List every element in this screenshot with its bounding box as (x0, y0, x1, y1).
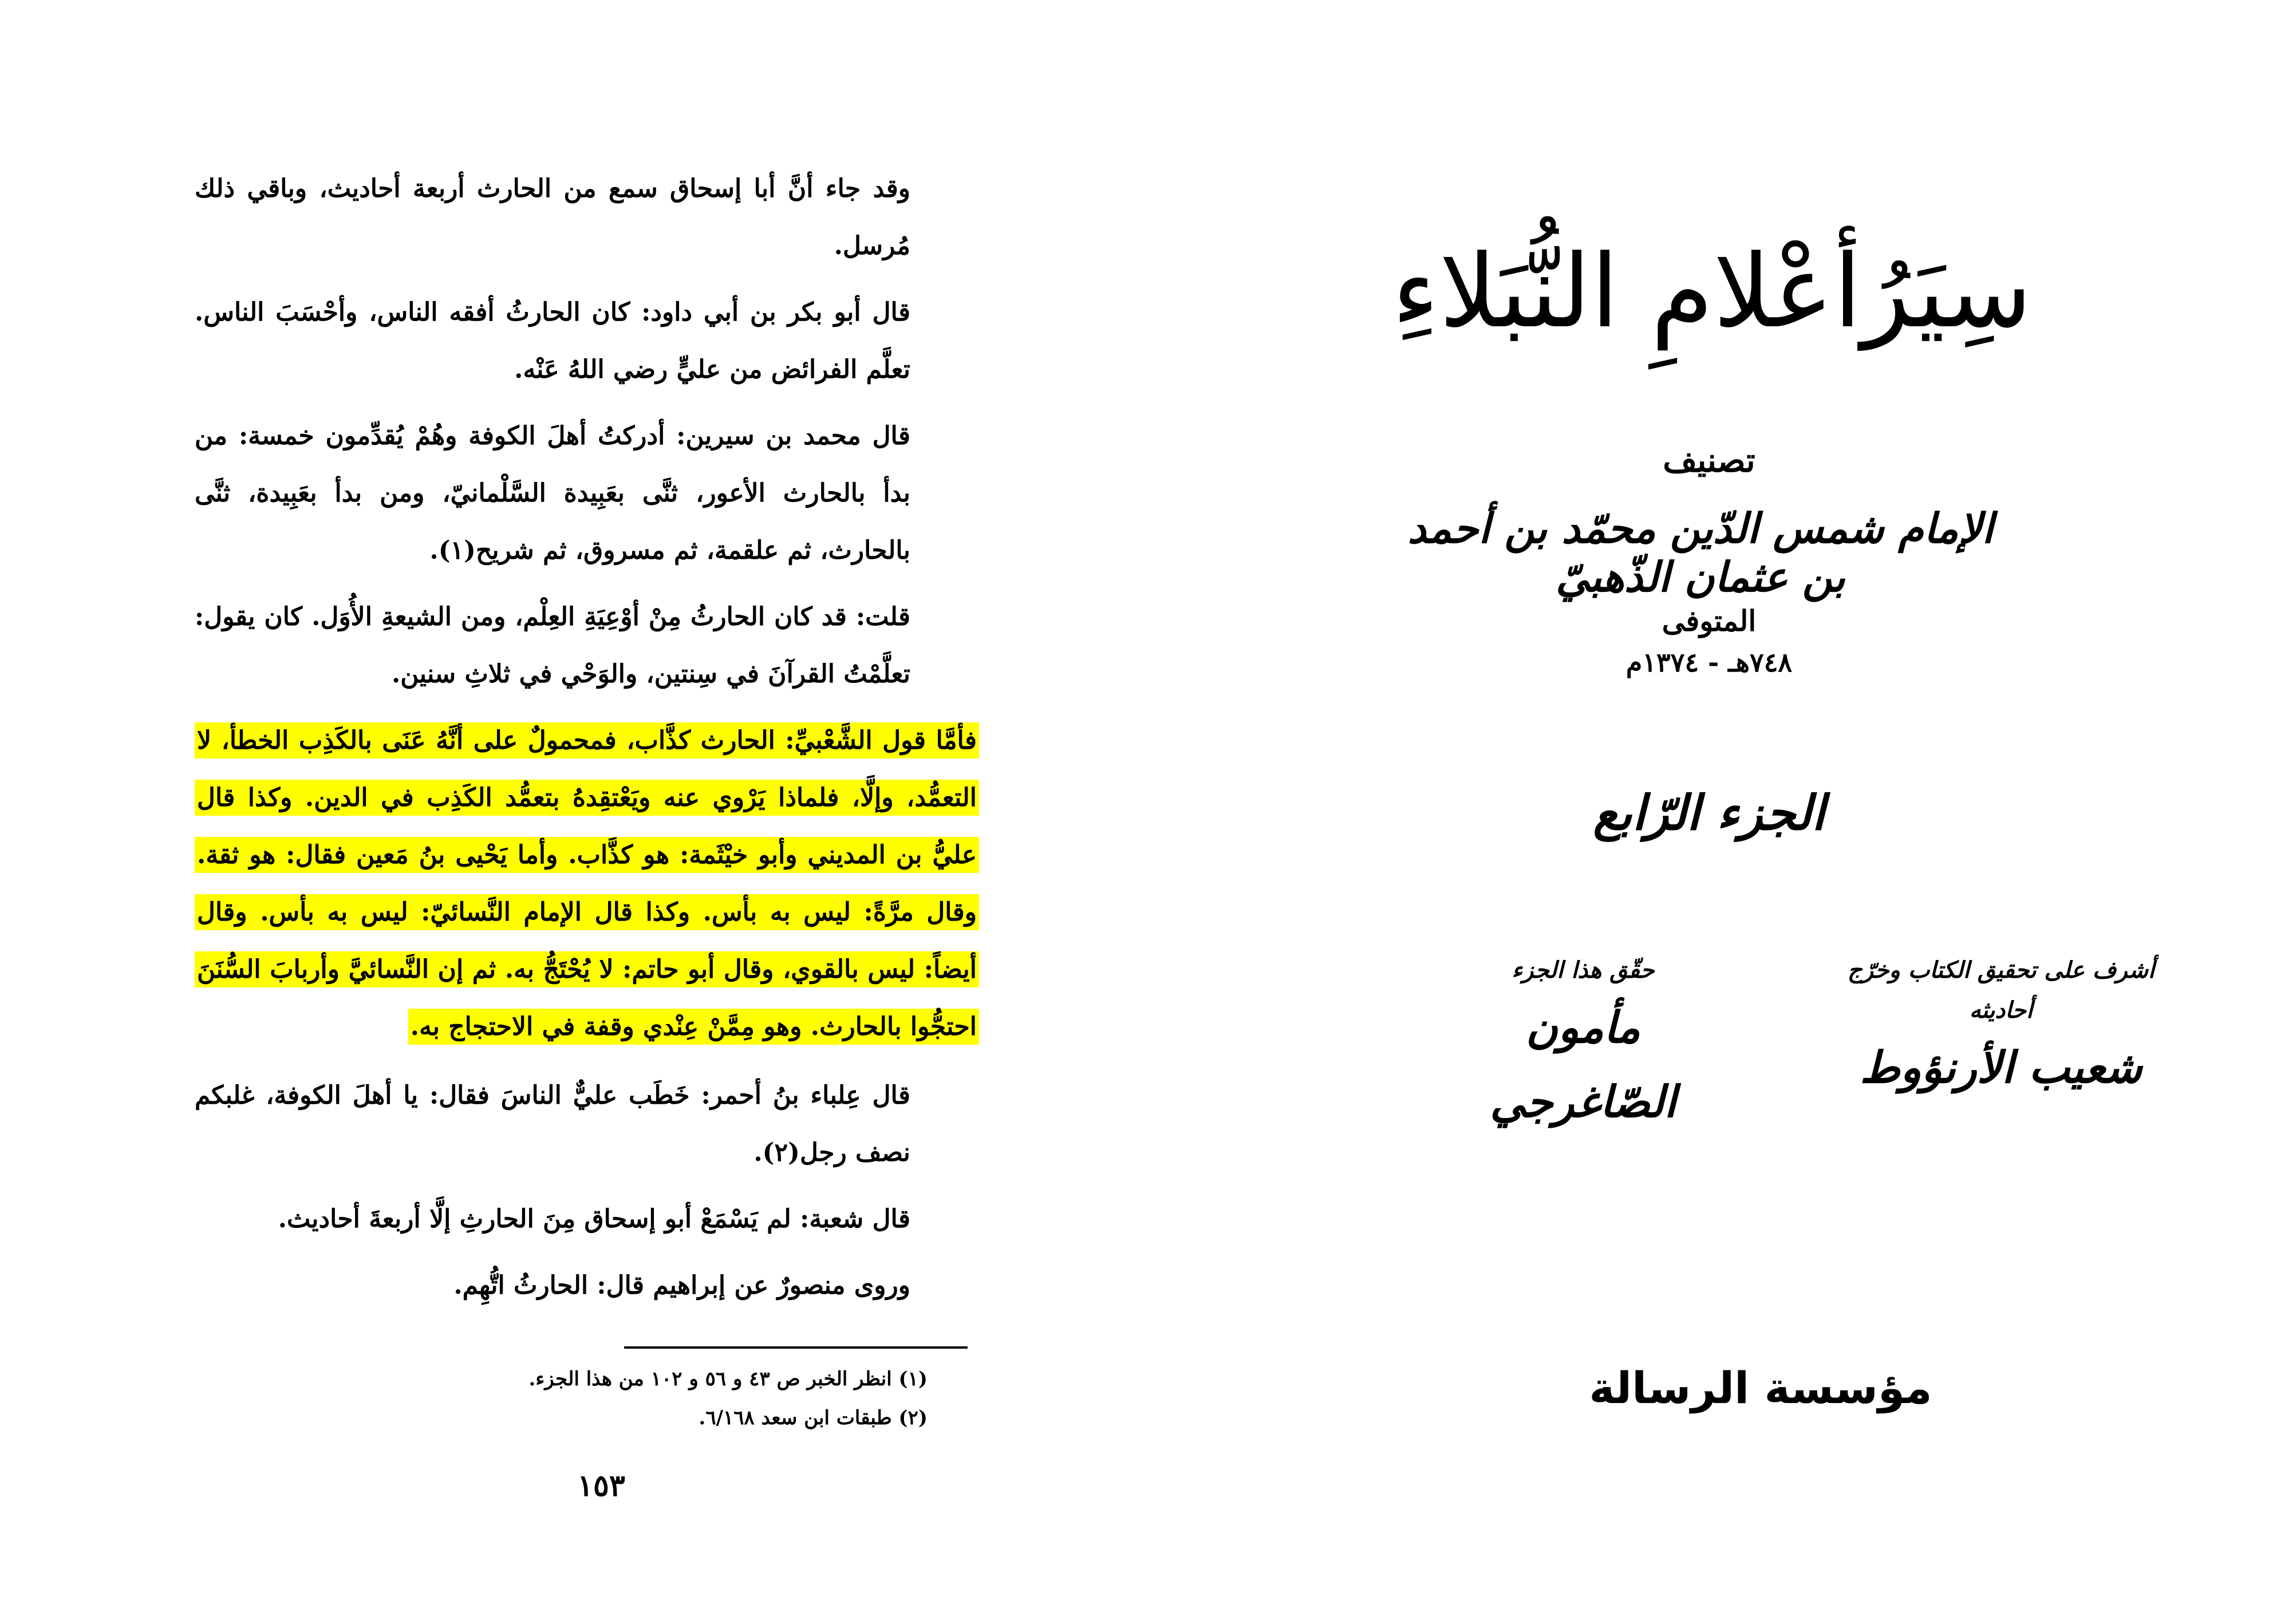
highlighted-paragraph (195, 712, 979, 1056)
footnote: (٢) طبقات ابن سعد ٦/١٦٨. (699, 1406, 928, 1429)
page-number: ١٥٣ (577, 1468, 625, 1503)
highlighted-text: فأمَّا قول الشَّعْبيِّ: الحارث كذَّاب، فمحمولٌ على أنَّهُ عَنَى بالكَذِب الخطأ، لا التعمُّد، وإلَّا، فلماذا يَرْوي عنه ويَعْتقِدهُ بتعمُّد الكَذِب في الدين. وكذا قال عليُّ بن المديني وأبو خيْثَمة: هو كذَّاب. وأما يَحْيى بنُ مَعين فقال: هو ثقة. وقال مرَّةً: ليس به بأس. وكذا قال الإمام النَّسائيّ: ليس به بأس. وقال أيضاً: ليس بالقوي، وقال أبو حاتم: لا يُحْتَجُّ به. ثم إن النَّسائيَّ وأربابَ السُّنَنَ احتجُّوا بالحارث. وهو مِمَّنْ عِنْدي وقفة في الاحتجاج به. (195, 722, 979, 1045)
footnotes (401, 1360, 928, 1437)
paragraph: قال أبو بكر بن أبي داود: كان الحارثُ أفقه الناس، وأحْسَبَ الناس. تعلَّم الفرائض من عليٍّ رضي اللهُ عَنْه. (195, 298, 910, 384)
editor-role: حقّق هذا الجزء (1512, 957, 1655, 983)
main-text (195, 160, 979, 1323)
supervisor-name: شعيب الأرنؤوط (1860, 1042, 2142, 1093)
footnote-divider (624, 1346, 968, 1349)
compiled-by-label: تصنيف (1663, 441, 1755, 480)
footnote: (١) انظر الخبر ص ٤٣ و ٥٦ و ١٠٢ من هذا الجزء. (528, 1368, 928, 1390)
died-dates: ٧٤٨هـ - ١٣٧٤م (1625, 647, 1793, 678)
paragraph: قال عِلباء بنُ أحمر: خَطَب عليٌّ الناسَ فقال: يا أهلَ الكوفة، غلبكم نصف رجل(٢). (195, 1081, 910, 1167)
right-page (1136, 0, 2273, 1624)
paragraph: قال شعبة: لم يَسْمَعْ أبو إسحاق مِنَ الحارثِ إلَّا أربعةَ أحاديث. (278, 1204, 910, 1234)
supervisor-role: أشرف على تحقيق الكتاب وخرّج أحاديثه (1847, 957, 2155, 1024)
paragraph: قلت: قد كان الحارثُ مِنْ أوْعِيَةِ العِلْم، ومن الشيعةِ الأُوَل. كان يقول: تعلَّمْتُ القرآنَ في سِنتين، والوَحْي في ثلاثِ سنين. (195, 602, 910, 689)
paragraph: وروى منصورٌ عن إبراهيم قال: الحارثُ اتُّهِم. (453, 1271, 910, 1300)
publisher-name: مؤسسة الرسالة (1589, 1362, 1932, 1413)
paragraph: قال محمد بن سيرين: أدركتُ أهلَ الكوفة وهُمْ يُقدِّمون خمسة: من بدأ بالحارث الأعور، ثنَّى بعَبِيدة السَّلْمانيّ، ومن بدأ بعَبِيدة، ثنَّى بالحارث، ثم علقمة، ثم مسروق، ثم شريح(١). (195, 421, 910, 565)
supervisor-credit (1824, 950, 2179, 1105)
author-name: الإمام شمس الدّين محمّد بن أحمد بن عثمان الذّهبيّ (1407, 504, 1994, 601)
editor-name: مأمون الصّاغرجي (1490, 1002, 1676, 1127)
book-title: سِيَرُأعْلامِ النُّبَلاءِ (1391, 233, 2033, 350)
paragraph: وقد جاء أنَّ أبا إسحاق سمع من الحارث أربعة أحاديث، وباقي ذلك مُرسل. (195, 174, 910, 260)
volume-label: الجزء الرّابع (1593, 784, 1825, 841)
left-page (0, 0, 1136, 1624)
died-label: المتوفى (1662, 604, 1757, 638)
editor-credit (1434, 950, 1732, 1139)
